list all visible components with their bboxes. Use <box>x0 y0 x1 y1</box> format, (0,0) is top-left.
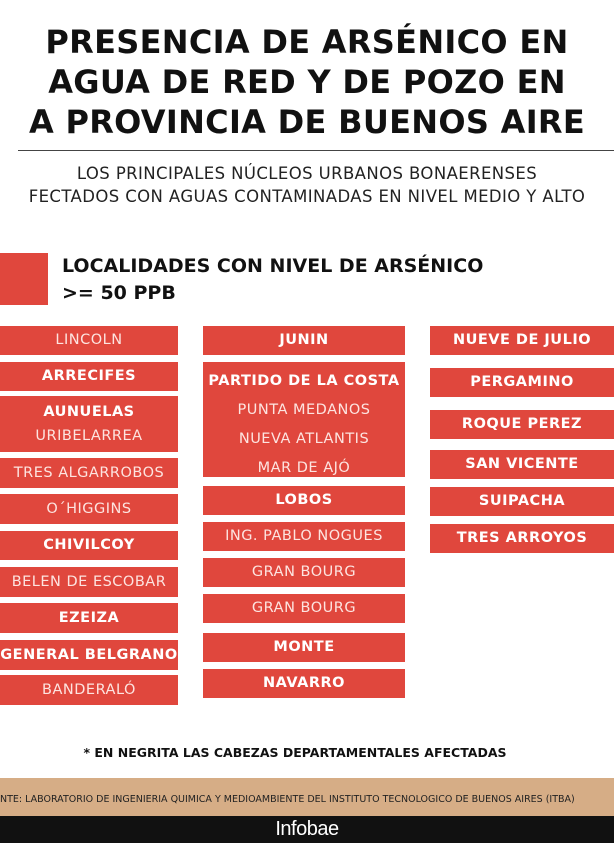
subtitle-line-1: LOS PRINCIPALES NÚCLEOS URBANOS BONAERENSES <box>76 164 538 183</box>
subtitle <box>0 162 614 208</box>
title-line-2: AGUA DE RED Y DE POZO EN <box>48 63 566 101</box>
sub-locality: NUEVA ATLANTIS <box>238 431 370 447</box>
locality-cell: TRES ARROYOS <box>430 524 614 553</box>
locality-cell: BANDERALÓ <box>0 675 178 705</box>
locality-cell: TRES ALGARROBOS <box>0 458 178 488</box>
locality-cell: EZEIZA <box>0 603 178 633</box>
sub-locality: MAR DE AJÓ <box>257 460 351 476</box>
page-title <box>0 22 614 142</box>
infobae-logo: Infobae <box>275 818 339 840</box>
sub-locality: PUNTA MEDANOS <box>237 402 371 418</box>
locality-cell: NAVARRO <box>203 669 405 698</box>
title-line-3: A PROVINCIA DE BUENOS AIRE <box>28 103 586 141</box>
locality-cell: SAN VICENTE <box>430 450 614 479</box>
locality-cell: ROQUE PEREZ <box>430 410 614 439</box>
locality-cell: LOBOS <box>203 486 405 515</box>
locality-cell: GRAN BOURG <box>203 558 405 587</box>
brand-band <box>0 816 614 843</box>
locality-cell: LINCOLN <box>0 326 178 355</box>
locality-cell: AUNUELAS URIBELARREA <box>0 396 178 452</box>
legend-swatch <box>0 253 48 305</box>
locality-cell: NUEVE DE JULIO <box>430 326 614 355</box>
source-text: NTE: LABORATORIO DE INGENIERIA QUIMICA Y MEDIOAMBIENTE DEL INSTITUTO TECNOLOGICO DE BUENOS AIRES (ITBA) <box>0 794 575 805</box>
locality-cell: SUIPACHA <box>430 487 614 516</box>
subtitle-line-2: FECTADOS CON AGUAS CONTAMINADAS EN NIVEL MEDIO Y ALTO <box>28 187 586 206</box>
legend-label <box>62 253 483 307</box>
locality-cell: CHIVILCOY <box>0 531 178 560</box>
locality-cell: PERGAMINO <box>430 368 614 397</box>
locality-cell: ING. PABLO NOGUES <box>203 522 405 551</box>
legend-line-2: >= 50 PPB <box>62 282 176 304</box>
title-line-1: PRESENCIA DE ARSÉNICO EN <box>45 23 569 61</box>
source-band <box>0 778 614 816</box>
locality-cell: MONTE <box>203 633 405 662</box>
legend-line-1: LOCALIDADES CON NIVEL DE ARSÉNICO <box>62 255 484 277</box>
locality-cell: ARRECIFES <box>0 362 178 391</box>
locality-cell: GRAN BOURG <box>203 594 405 623</box>
locality-cell: JUNIN <box>203 326 405 355</box>
locality-cell: BELEN DE ESCOBAR <box>0 567 178 597</box>
locality-cell: PARTIDO DE LA COSTA PUNTA MEDANOS NUEVA ATLANTIS MAR DE AJÓ <box>203 362 405 477</box>
title-divider <box>18 150 614 151</box>
footnote: * EN NEGRITA LAS CABEZAS DEPARTAMENTALES AFECTADAS <box>83 745 507 760</box>
sub-locality: URIBELARREA <box>35 428 143 444</box>
locality-cell: O´HIGGINS <box>0 494 178 524</box>
locality-cell: GENERAL BELGRANO <box>0 640 178 670</box>
